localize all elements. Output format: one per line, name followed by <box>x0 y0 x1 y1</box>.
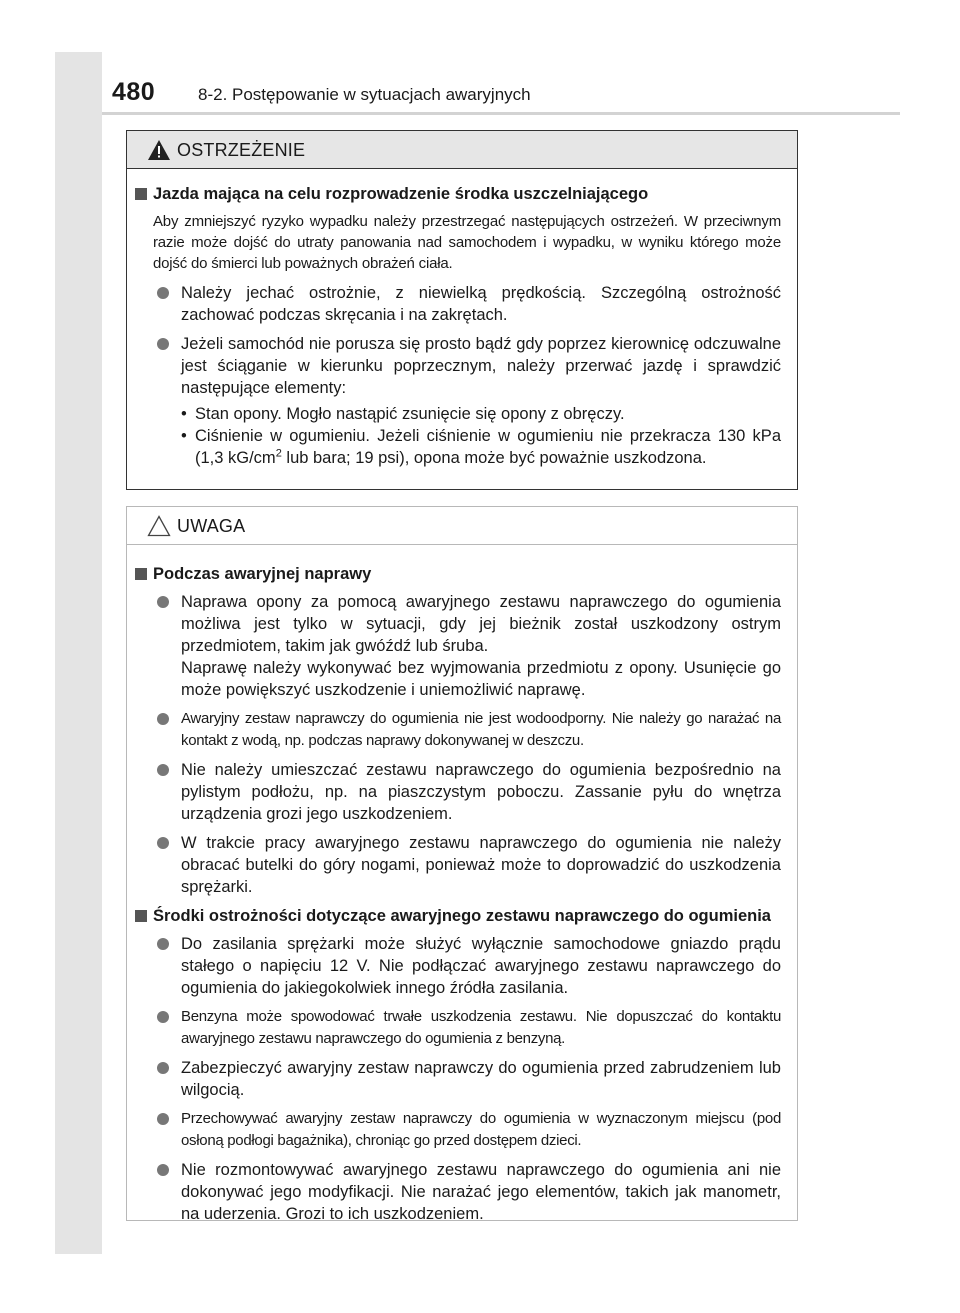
notice-heading-1 <box>135 563 781 585</box>
notice-bullet <box>135 759 781 825</box>
notice-bullet-text: Benzyna może spowodować trwałe uszkodzenia zestawu. Nie dopuszczać do kontaktu awaryjnego zestawu naprawczego do ogumienia z benzyną. <box>181 1008 781 1047</box>
notice-bullet-text-cont: Naprawę należy wykonywać bez wyjmowania przedmiotu z opony. Usunięcie go może powiększyć uszkodzenie i uniemożliwić naprawę. <box>181 659 781 699</box>
circle-bullet-icon <box>157 287 169 299</box>
warning-box-header <box>127 131 797 169</box>
notice-bullet <box>135 1108 781 1152</box>
section-title: 8-2. Postępowanie w sytuacjach awaryjnych <box>198 85 531 104</box>
notice-bullet-text: Przechowywać awaryjny zestaw naprawczy do ogumienia w wyznaczonym miejscu (pod osłoną podłogi bagażnika), chroniąc go przed dostępem dzieci. <box>181 1110 781 1149</box>
sub-item-text: Stan opony. Mogło nastąpić zsunięcie się opony z obręczy. <box>195 405 625 423</box>
notice-bullet-text: Nie należy umieszczać zestawu naprawczego do ogumienia bezpośrednio na pylistym podłożu, np. na piaszczystym poboczu. Zassanie pyłu do wnętrza urządzenia grozi jego uszkodzeniem. <box>181 761 781 823</box>
warning-triangle-outline-icon <box>147 515 171 537</box>
square-bullet-icon <box>135 910 147 922</box>
notice-bullet-text: Zabezpieczyć awaryjny zestaw naprawczy do ogumienia przed zabrudzeniem lub wilgocią. <box>181 1059 781 1099</box>
circle-bullet-icon <box>157 713 169 725</box>
notice-heading-text: Podczas awaryjnej naprawy <box>153 565 372 583</box>
warning-box <box>126 130 798 490</box>
circle-bullet-icon <box>157 837 169 849</box>
circle-bullet-icon <box>157 338 169 350</box>
circle-bullet-icon <box>157 1113 169 1125</box>
dot-marker: • <box>181 405 187 423</box>
page-header <box>112 72 902 112</box>
warning-triangle-filled-icon <box>147 139 171 161</box>
warning-bullet <box>135 333 781 399</box>
notice-bullet-text: Awaryjny zestaw naprawczy do ogumienia nie jest wodoodporny. Nie należy go narażać na kontakt z wodą, np. podczas naprawy dokonywanej w deszczu. <box>181 710 781 749</box>
notice-bullet <box>135 933 781 999</box>
notice-bullet-text: Nie rozmontowywać awaryjnego zestawu naprawczego do ogumienia ani nie dokonywać jego modyfikacji. Nie narażać jego elementów, takich jak manometr, na uderzenia. Grozi to ich uszkodzeniem. <box>181 1161 781 1223</box>
square-bullet-icon <box>135 568 147 580</box>
warning-bullet <box>135 282 781 326</box>
circle-bullet-icon <box>157 1011 169 1023</box>
notice-bullet <box>135 832 781 898</box>
notice-bullet <box>135 591 781 701</box>
circle-bullet-icon <box>157 938 169 950</box>
superscript: 2 <box>275 447 282 460</box>
circle-bullet-icon <box>157 1062 169 1074</box>
notice-box <box>126 506 798 1221</box>
warning-bullet-text: Jeżeli samochód nie porusza się prosto bądź gdy poprzez kierownicę odczuwalne jest ściąganie w kierunku poprzecznym, należy przerwać jazdę i sprawdzić następujące elementy: <box>181 335 781 397</box>
notice-heading-text: Środki ostrożności dotyczące awaryjnego zestawu naprawczego do ogumienia <box>153 907 771 925</box>
warning-box-body <box>127 169 797 469</box>
sub-item-text-part2: lub bara; 19 psi), opona może być poważnie uszkodzona. <box>281 449 707 467</box>
warning-sub-item <box>135 425 781 469</box>
header-rule <box>102 112 900 115</box>
notice-box-header <box>127 507 797 545</box>
notice-bullet <box>135 1159 781 1225</box>
circle-bullet-icon <box>157 764 169 776</box>
page-number: 480 <box>112 78 156 106</box>
warning-bullet-text: Należy jechać ostrożnie, z niewielką prędkością. Szczególną ostrożność zachować podczas skręcania i na zakrętach. <box>181 284 781 324</box>
notice-bullet-text: Naprawa opony za pomocą awaryjnego zestawu naprawczego do ogumienia możliwa jest tylko w sytuacji, gdy jej bieżnik został uszkodzony ostrym przedmiotem, takim jak gwóźdź lub śruba. <box>181 593 781 655</box>
warning-heading <box>135 183 781 205</box>
notice-bullet <box>135 1057 781 1101</box>
dot-marker: • <box>181 427 187 445</box>
sub-item-text-part1: Ciśnienie w ogumieniu. Jeżeli ciśnienie w ogumieniu nie przekracza 130 kPa (1,3 kG/cm <box>195 427 781 467</box>
notice-box-body <box>127 545 797 1225</box>
warning-box-title: OSTRZEŻENIE <box>177 140 306 160</box>
notice-bullet-text: W trakcie pracy awaryjnego zestawu naprawczego do ogumienia nie należy obracać butelki do góry nogami, ponieważ może to doprowadzić do uszkodzenia sprężarki. <box>181 834 781 896</box>
notice-heading-2 <box>135 905 781 927</box>
circle-bullet-icon <box>157 596 169 608</box>
circle-bullet-icon <box>157 1164 169 1176</box>
notice-bullet <box>135 1006 781 1050</box>
notice-box-title: UWAGA <box>177 516 246 536</box>
square-bullet-icon <box>135 188 147 200</box>
warning-intro: Aby zmniejszyć ryzyko wypadku należy przestrzegać następujących ostrzeżeń. W przeciwnym razie może dojść do utraty panowania nad samochodem i wypadku, w wyniku którego może dojść do śmierci lub poważnych obrażeń ciała. <box>153 213 781 272</box>
side-margin-strip <box>55 52 102 1254</box>
warning-sub-item <box>135 403 781 425</box>
notice-bullet-text: Do zasilania sprężarki może służyć wyłącznie samochodowe gniazdo prądu stałego o napięciu 12 V. Nie podłączać awaryjnego zestawu naprawczego do ogumienia do jakiegokolwiek innego źródła zasilania. <box>181 935 781 997</box>
warning-heading-text: Jazda mająca na celu rozprowadzenie środka uszczelniającego <box>153 185 649 203</box>
notice-bullet <box>135 708 781 752</box>
